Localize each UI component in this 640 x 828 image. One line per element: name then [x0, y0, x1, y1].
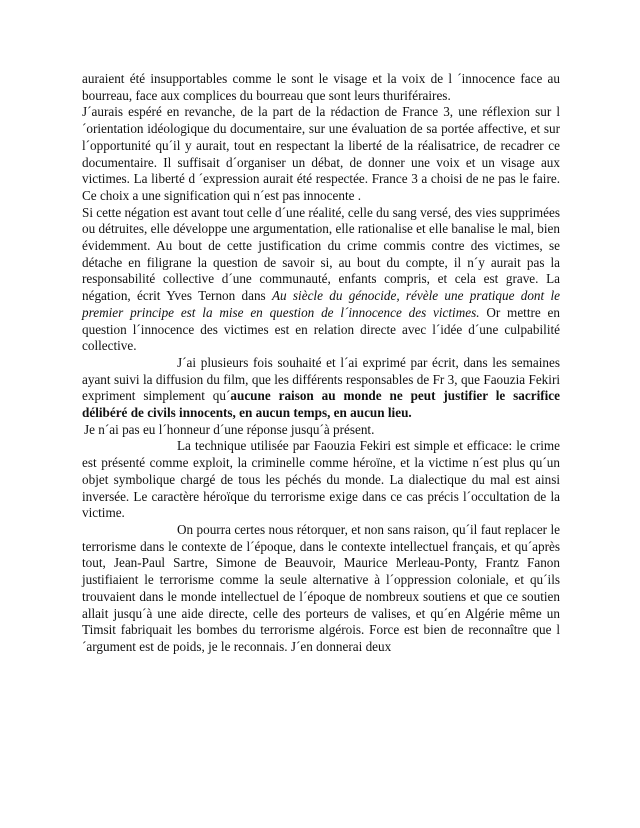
paragraph-4-bold-statement: aucune raison au monde ne peut justifier le sacrifice délibéré de civils innocents, en aucun temps, en aucun lieu.	[82, 388, 561, 421]
paragraph-3-text-a: Si cette négation est avant tout celle d´une réalité, celle du sang versé, des vies supprimées ou détruites, elle développe une argumentation, elle rationalise et elle banalise le mal, bien évidemment. Au bout de cette justification du crime commis contre des victimes, se détache en filigrane la question de savoir si, au bout du compte, il n´y aurait pas la responsabilité collective d´une communauté, enfants compris, et cela est grave. La négation, écrit Yves Ternon dans	[82, 204, 560, 304]
paragraph-7: On pourra certes nous rétorquer, et non sans raison, qu´il faut replacer le terrorisme dans le contexte de l´époque, dans le contexte intellectuel français, et qu´après tout, Jean-Paul Sartre, Simone de Beauvoir, Maurice Merleau-Ponty, Frantz Fanon justifiaient le terrorisme comme la seule alternative à l´oppression coloniale, et qu´ils trouvaient dans le monde intellectuel de l´époque de nombreux soutiens et que ce soutien allait jusqu´à une aide directe, celle des porteurs de valises, et qu´en Algérie même un Timsit fabriquait les bombes du terrorisme algérois. Force est bien de reconnaître que l´argument est de poids, je le reconnais. J´en donnerai deux	[82, 521, 560, 654]
paragraph-3	[82, 205, 560, 355]
paragraph-3-text-b: Or mettre en question l´innocence des victimes est en relation directe avec l´idée d´une culpabilité collective.	[82, 304, 560, 354]
paragraph-3-italic-quote: Au siècle du génocide, révèle une pratique dont le premier principe est la mise en question de l´innocence des victimes.	[82, 288, 560, 320]
paragraph-1: auraient été insupportables comme le sont le visage et la voix de l ´innocence face au bourreau, face aux complices du bourreau que sont leurs thuriféraires.	[82, 71, 560, 103]
paragraph-4	[82, 355, 560, 422]
paragraph-2: J´aurais espéré en revanche, de la part de la rédaction de France 3, une réflexion sur l´orientation idéologique du documentaire, sur une évaluation de sa portée affective, et sur l´opportunité qu´il y aurait, tout en respectant la liberté de la réalisatrice, de recadrer ce documentaire. Il suffisait d´organiser un débat, de donner une voix et un visage aux victimes. La liberté d ´expression aurait été respectée. France 3 a choisi de ne pas le faire. Ce choix a une signification qui n´est pas innocente .	[82, 104, 560, 203]
paragraph-4-text: J´ai plusieurs fois souhaité et l´ai exprimé par écrit, dans les semaines ayant suivi la diffusion du film, que les différents responsables de Fr 3, que Faouzia Fekiri expriment simplement qu´	[82, 354, 560, 404]
paragraph-5: Je n´ai pas eu l´honneur d´une réponse jusqu´à présent.	[84, 421, 375, 437]
document-body	[82, 71, 560, 656]
paragraph-6: La technique utilisée par Faouzia Fekiri est simple et efficace: le crime est présenté comme exploit, la criminelle comme héroïne, et la victime n´est plus qu´un objet symbolique chargé de tous les péchés du monde. La dialectique du mal est ainsi inversée. Le caractère héroïque du terrorisme exige dans ce cas précis l´occultation de la victime.	[82, 438, 560, 521]
